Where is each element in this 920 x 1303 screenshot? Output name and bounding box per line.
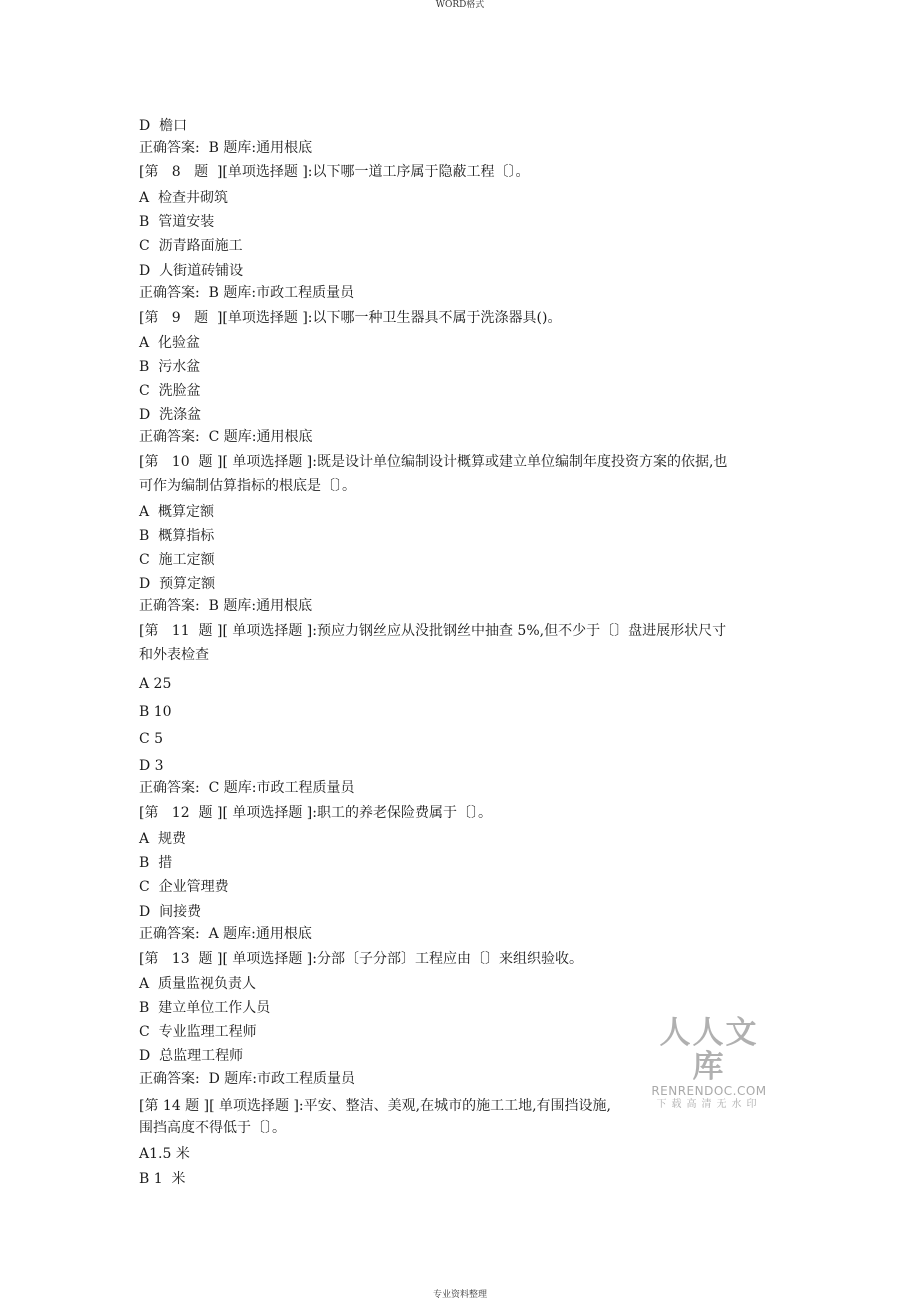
answer-line: 正确答案: B 题库:市政工程质量员 — [139, 285, 355, 301]
option-line: D 洗涤盆 — [139, 407, 202, 423]
question-line: [第 12 题 ][ 单项选择题 ]:职工的养老保险费属于〔〕。 — [139, 805, 492, 821]
answer-line: 正确答案: B 题库:通用根底 — [139, 598, 313, 614]
option-line: C 沥青路面施工 — [139, 238, 243, 254]
answer-line: 正确答案: B 题库:通用根底 — [139, 140, 313, 156]
option-line: D 人街道砖铺设 — [139, 263, 244, 279]
option-line: C 施工定额 — [139, 552, 215, 568]
option-line: A 25 — [139, 676, 172, 692]
watermark-logo — [647, 1016, 771, 1112]
option-line: C 专业监理工程师 — [139, 1024, 257, 1040]
option-line: A 检查井砌筑 — [139, 190, 229, 206]
question-line: [第 10 题 ][ 单项选择题 ]:既是设计单位编制设计概算或建立单位编制年度投资方案的依据,也 — [139, 454, 728, 470]
answer-line: 正确答案: D 题库:市政工程质量员 — [139, 1071, 356, 1087]
page-footer: 专业资料整理 — [432, 1290, 487, 1300]
text-line: 可作为编制估算指标的根底是〔〕。 — [139, 478, 356, 494]
option-line: C 企业管理费 — [139, 879, 229, 895]
option-line: A 概算定额 — [139, 504, 215, 520]
option-line: A 化验盆 — [139, 335, 201, 351]
option-line: A 规费 — [139, 831, 187, 847]
watermark-title: 人人文库 — [659, 1015, 759, 1085]
option-line: D 檐口 — [139, 118, 188, 134]
option-line: B 污水盆 — [139, 359, 201, 375]
option-line: D 总监理工程师 — [139, 1048, 244, 1064]
watermark-domain: RENRENDOC.COM — [651, 1084, 767, 1098]
watermark-subtitle: 下载高清无水印 — [656, 1099, 762, 1110]
option-line: B 措 — [139, 855, 173, 871]
option-line: A 质量监视负责人 — [139, 976, 257, 992]
option-line: B 管道安装 — [139, 214, 215, 230]
text-line: 围挡高度不得低于〔〕。 — [139, 1120, 286, 1136]
option-line: D 3 — [139, 758, 164, 774]
answer-line: 正确答案: C 题库:通用根底 — [139, 429, 313, 445]
page-header: WORD格式 — [435, 0, 485, 10]
question-line: [第 9 题 ][单项选择题 ]:以下哪一种卫生器具不属于洗涤器具()。 — [139, 310, 562, 326]
answer-line: 正确答案: C 题库:市政工程质量员 — [139, 780, 355, 796]
option-line: A1.5 米 — [139, 1146, 190, 1162]
option-line: C 5 — [139, 731, 164, 747]
option-line: D 间接费 — [139, 904, 202, 920]
text-line: 和外表检查 — [139, 647, 209, 663]
option-line: B 10 — [139, 704, 172, 720]
question-line: [第 11 题 ][ 单项选择题 ]:预应力钢丝应从没批钢丝中抽查 5%,但不少于〔〕盘进展形状尺寸 — [139, 623, 727, 639]
option-line: B 建立单位工作人员 — [139, 1000, 271, 1016]
question-line: [第 13 题 ][ 单项选择题 ]:分部〔子分部〕工程应由〔〕来组织验收。 — [139, 951, 583, 967]
answer-line: 正确答案: A 题库:通用根底 — [139, 926, 312, 942]
option-line: B 1 米 — [139, 1171, 186, 1187]
question-line: [第 14 题 ][ 单项选择题 ]:平安、整洁、美观,在城市的施工工地,有围挡设施, — [139, 1098, 611, 1114]
option-line: C 洗脸盆 — [139, 383, 201, 399]
option-line: D 预算定额 — [139, 576, 216, 592]
question-line: [第 8 题 ][单项选择题 ]:以下哪一道工序属于隐蔽工程〔〕。 — [139, 164, 530, 180]
option-line: B 概算指标 — [139, 528, 215, 544]
